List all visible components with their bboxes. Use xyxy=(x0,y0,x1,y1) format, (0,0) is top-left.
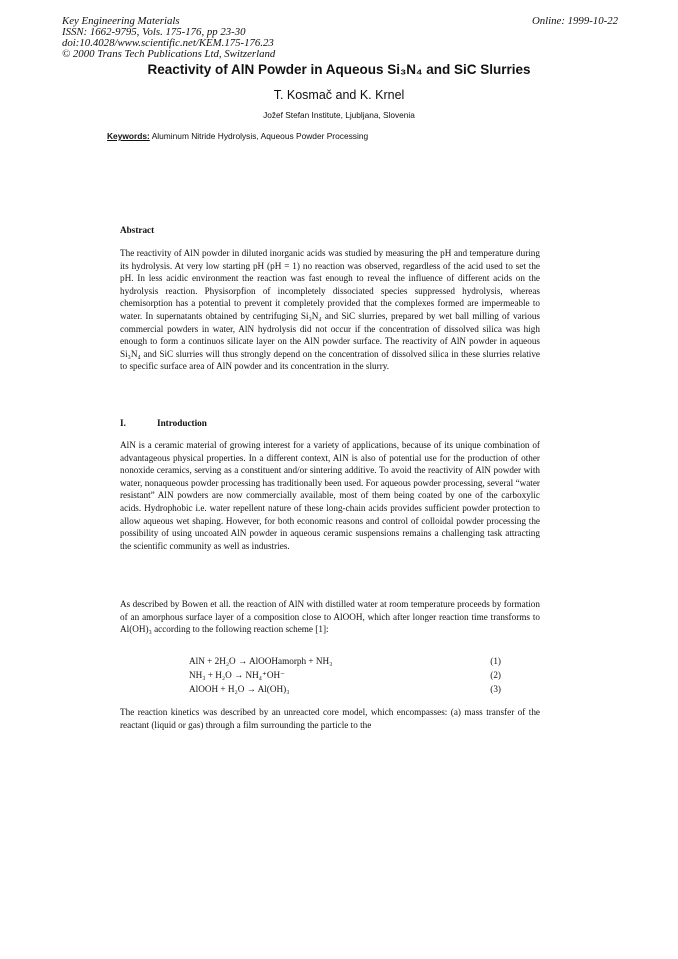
equation-row xyxy=(189,670,501,682)
section-title: Introduction xyxy=(157,418,207,428)
copyright-line: © 2000 Trans Tech Publications Ltd, Switzerland xyxy=(62,48,276,60)
abstract-heading: Abstract xyxy=(120,225,155,235)
intro-paragraph-1: AlN is a ceramic material of growing interest for a variety of applications, because of its unique combination of advantageous physical properties. In a different context, AlN is also of potential use for the production of other nonoxide ceramics, serving as a constituent and/or sintering additive. To avoid the reactivity of AlN powder with water, nonaqueous powder processing has traditionally been used. For aqueous powder processing, several “water resistant” AlN powders are now commercially available, most of them being coated by one of the carboxylic acids. Hydrophobic i.e. water repellent nature of these long-chain acids provides sufficient powder protection to allow aqueous wet shaping. However, for both economic reasons and control of colloidal powder processing the possibility of using uncoated AlN powder in aqueous ceramic suspensions remains a challenging task attracting the scientific community as well as industries. xyxy=(120,440,540,551)
intro-paragraph-2: As described by Bowen et all. the reaction of AlN with distilled water at room temperature proceeds by formation of an amorphous surface layer of a composition close to AlOOH, which after longer reaction time transforms to Al(OH)₃ according to the following reaction scheme [1]: xyxy=(120,599,540,635)
journal-name: Key Engineering Materials xyxy=(62,15,180,27)
intro-paragraph-3: The reaction kinetics was described by an unreacted core model, which encompasses: (a) mass transfer of the reactant (liquid or gas) through a film surrounding the particle to the xyxy=(120,707,540,730)
equation-number: (1) xyxy=(490,656,501,666)
online-date: Online: 1999-10-22 xyxy=(531,15,618,27)
author-affiliation: Jožef Stefan Institute, Ljubljana, Slovenia xyxy=(263,110,415,120)
equation-text: AlOOH + H₂O → Al(OH)₃ xyxy=(189,684,290,694)
doi-line: doi:10.4028/www.scientific.net/KEM.175-176.23 xyxy=(62,37,274,49)
section-number: I. xyxy=(120,418,126,428)
keywords-text: Aluminum Nitride Hydrolysis, Aqueous Powder Processing xyxy=(151,131,369,141)
paper-title: Reactivity of AlN Powder in Aqueous Si₃N₄ and SiC Slurries xyxy=(147,62,531,77)
keywords-line xyxy=(107,131,368,141)
equation-row xyxy=(189,684,501,696)
issn-line: ISSN: 1662-9795, Vols. 175-176, pp 23-30 xyxy=(62,26,246,38)
equation-text: NH₃ + H₂O → NH₄⁺OH⁻ xyxy=(189,670,285,680)
equation-row xyxy=(189,656,501,668)
abstract-text: The reactivity of AlN powder in diluted inorganic acids was studied by measuring the pH and temperature during its hydrolysis. At very low starting pH (pH = 1) no reaction was observed, regardless of the acid used to set the pH. In less acidic environment the reaction was fast enough to reveal the influence of different acids on the hydrolysis reaction. Physisorpfion of incompletely dissociated species suppressed hydrolysis, whereas chemisorption has a potential to prevent it completely provided that the complexes formed are impermeable to water. In supernatants obtained by centrifuging Si₃N₄ and SiC slurries, prepared by wet ball milling of various commercial powders in water, AlN hydrolysis did not occur if the concentration of dissolved silica was high enough to form a continuos silicate layer on the AlN powder surface. The reactivity of AlN powder in aqueous Si₃N₄ and SiC slurries will thus strongly depend on the concentration of dissolved silica in these slurries relative to specific surface area of AlN powder and its concentration in the slurry. xyxy=(120,248,540,372)
introduction-heading xyxy=(120,418,207,428)
paper-authors: T. Kosmač and K. Krnel xyxy=(273,88,405,102)
equation-text: AlN + 2H₂O → AlOOHamorph + NH₃ xyxy=(189,656,333,666)
equation-number: (3) xyxy=(490,684,501,694)
keywords-label: Keywords: xyxy=(107,131,150,141)
journal-header xyxy=(62,16,618,60)
equation-number: (2) xyxy=(490,670,501,680)
